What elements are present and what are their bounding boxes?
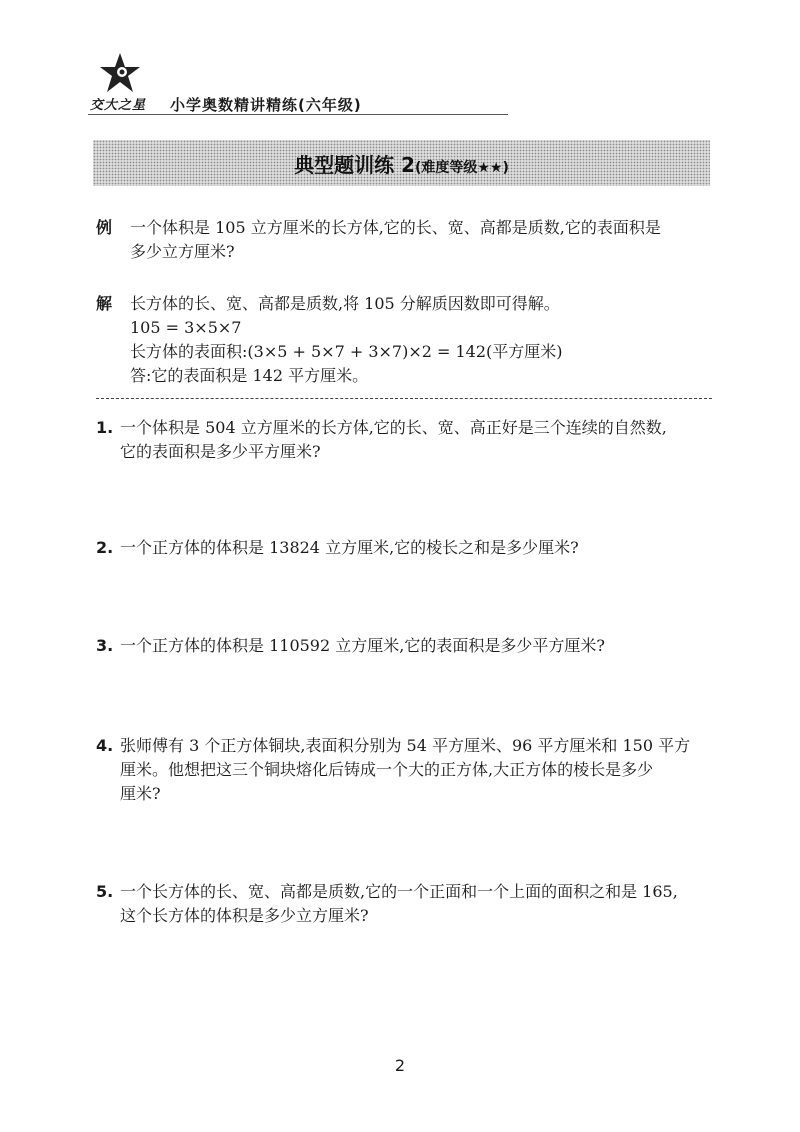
problem-line: 张师傅有 3 个正方体铜块,表面积分别为 54 平方厘米、96 平方厘米和 150 平方: [120, 736, 691, 755]
problem-line: 一个体积是 504 立方厘米的长方体,它的长、宽、高正好是三个连续的自然数,: [120, 418, 667, 437]
solution-line: 105 = 3×5×7: [130, 318, 242, 337]
page-header: [88, 52, 508, 116]
problem-5: [96, 880, 716, 928]
section-banner: [93, 140, 710, 186]
page-number: 2: [394, 1056, 406, 1075]
problem-line: 一个正方体的体积是 110592 立方厘米,它的表面积是多少平方厘米?: [120, 636, 605, 655]
problem-number: 3.: [96, 636, 114, 655]
star-logo-icon: [98, 52, 142, 94]
example-line: 多少立方厘米?: [130, 242, 235, 261]
problem-line: 一个长方体的长、宽、高都是质数,它的一个正面和一个上面的面积之和是 165,: [120, 882, 678, 901]
solution-tag: 解: [96, 294, 113, 313]
problem-1: [96, 416, 716, 464]
problem-line: 厘米?: [120, 784, 161, 803]
solution-line: 长方体的表面积:(3×5 + 5×7 + 3×7)×2 = 142(平方厘米): [130, 342, 563, 361]
header-divider: [88, 114, 508, 115]
problem-4: [96, 734, 716, 806]
problem-line: 厘米。他想把这三个铜块熔化后铸成一个大的正方体,大正方体的棱长是多少: [120, 760, 654, 779]
problem-number: 4.: [96, 736, 114, 755]
example-line: 一个体积是 105 立方厘米的长方体,它的长、宽、高都是质数,它的表面积是: [130, 218, 661, 237]
problem-line: 这个长方体的体积是多少立方厘米?: [120, 906, 369, 925]
dashed-divider: [96, 398, 712, 399]
example-block: [96, 216, 716, 264]
solution-block: [96, 292, 716, 388]
problem-3: [96, 634, 716, 658]
problem-line: 一个正方体的体积是 13824 立方厘米,它的棱长之和是多少厘米?: [120, 538, 579, 557]
banner-text: [294, 149, 509, 178]
brand-name: 交大之星: [90, 98, 147, 113]
problem-number: 5.: [96, 882, 114, 901]
solution-line: 答:它的表面积是 142 平方厘米。: [130, 366, 369, 385]
book-title: 小学奥数精讲精练(六年级): [170, 96, 362, 114]
banner-subtitle: (难度等级★★): [414, 159, 509, 176]
example-tag: 例: [96, 218, 113, 237]
solution-line: 长方体的长、宽、高都是质数,将 105 分解质因数即可得解。: [130, 294, 560, 313]
problem-number: 2.: [96, 538, 114, 557]
problem-line: 它的表面积是多少平方厘米?: [120, 442, 321, 461]
problem-2: [96, 536, 716, 560]
banner-title: 典型题训练 2: [294, 152, 415, 177]
problem-number: 1.: [96, 418, 114, 437]
